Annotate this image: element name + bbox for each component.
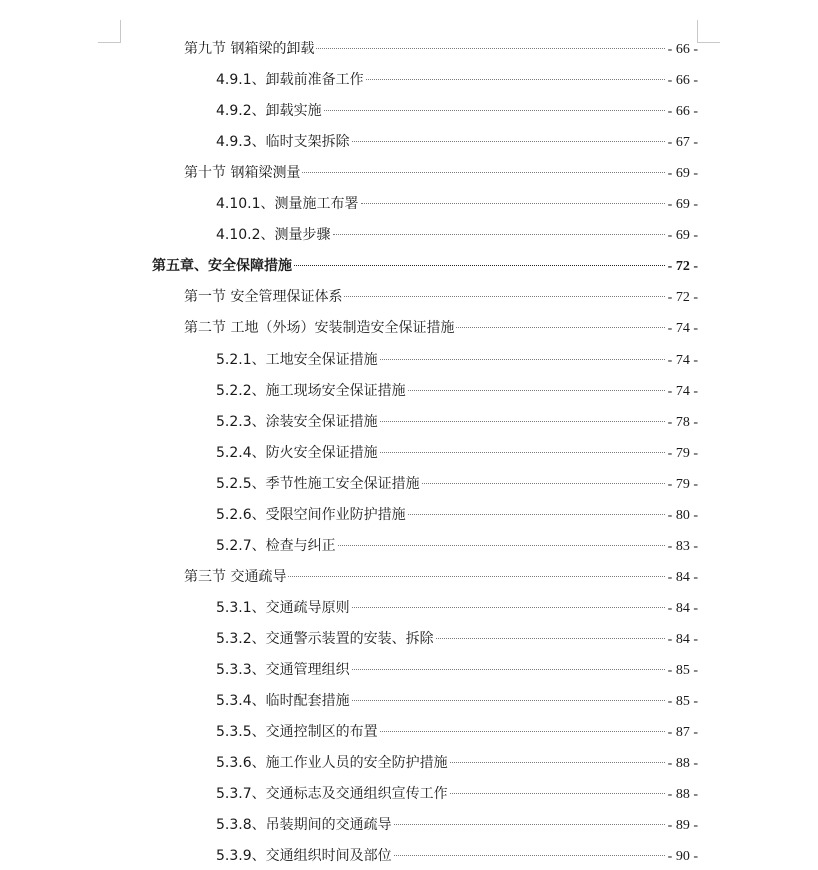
toc-entry-title: 5.3.6、施工作业人员的安全防护措施 [216, 755, 448, 772]
toc-entry[interactable] [216, 659, 698, 681]
toc-entry[interactable] [216, 721, 698, 743]
toc-entry[interactable] [216, 504, 698, 526]
toc-page-number: - 74 - [667, 352, 698, 368]
toc-dot-leader [333, 234, 665, 235]
toc-entry-title: 5.2.2、施工现场安全保证措施 [216, 382, 406, 399]
toc-entry[interactable] [216, 349, 698, 371]
toc-entry[interactable] [216, 597, 698, 619]
toc-page-number: - 67 - [667, 135, 698, 151]
toc-page-number: - 85 - [667, 663, 698, 678]
toc-page-number: - 88 - [667, 756, 698, 772]
toc-entry-title: 5.3.9、交通组织时间及部位 [216, 848, 392, 865]
toc-entry[interactable] [184, 566, 698, 588]
toc-entry[interactable] [184, 38, 698, 60]
toc-page-number: - 69 - [667, 228, 698, 244]
toc-page-number: - 80 - [667, 507, 698, 523]
toc-entry[interactable] [216, 193, 698, 215]
toc-dot-leader [324, 110, 665, 111]
toc-page-number: - 74 - [667, 383, 698, 399]
toc-entry[interactable] [216, 411, 698, 433]
toc-entry[interactable] [216, 752, 698, 774]
toc-dot-leader [450, 793, 665, 794]
toc-page-number: - 74 - [667, 321, 698, 337]
toc-entry-title: 5.2.3、涂装安全保证措施 [216, 413, 378, 430]
toc-dot-leader [408, 514, 665, 515]
toc-entry[interactable] [216, 380, 698, 402]
toc-page-number: - 66 - [667, 73, 698, 89]
toc-entry-title: 4.10.2、测量步骤 [216, 227, 331, 244]
toc-page-number: - 66 - [667, 42, 698, 57]
toc-dot-leader [288, 576, 664, 577]
toc-entry-title: 5.3.7、交通标志及交通组织宣传工作 [216, 786, 448, 803]
toc-page-number: - 69 - [667, 166, 698, 182]
toc-page-number: - 79 - [667, 476, 698, 492]
toc-entry-title: 5.3.3、交通管理组织 [216, 662, 350, 678]
toc-page-number: - 87 - [667, 725, 698, 741]
toc-entry[interactable] [216, 783, 698, 805]
toc-entry[interactable] [216, 690, 698, 712]
toc-dot-leader [316, 48, 664, 49]
toc-entry[interactable] [216, 100, 698, 122]
toc-entry-title: 5.2.6、受限空间作业防护措施 [216, 506, 406, 523]
toc-dot-leader [352, 700, 665, 701]
toc-entry-title: 第九节 钢箱梁的卸载 [184, 41, 315, 57]
toc-dot-leader [456, 327, 664, 328]
toc-page-number: - 72 - [667, 259, 698, 275]
toc-entry-title: 5.3.1、交通疏导原则 [216, 599, 350, 616]
toc-entry[interactable] [216, 224, 698, 246]
crop-mark-top-left [98, 20, 121, 43]
toc-entry-title: 5.2.4、防火安全保证措施 [216, 444, 378, 461]
toc-dot-leader [380, 452, 665, 453]
toc-dot-leader [302, 172, 664, 173]
toc-dot-leader [394, 855, 665, 856]
toc-page-number: - 83 - [667, 538, 698, 554]
toc-dot-leader [344, 296, 664, 297]
toc-entry[interactable] [216, 442, 698, 464]
toc-entry[interactable] [216, 845, 698, 867]
toc-entry-title: 5.3.5、交通控制区的布置 [216, 724, 378, 741]
toc-page-number: - 85 - [667, 694, 698, 710]
toc-page-number: - 90 - [667, 849, 698, 865]
toc-page-number: - 69 - [667, 197, 698, 213]
toc-entry[interactable] [216, 69, 698, 91]
toc-entry-title: 第五章、安全保障措施 [152, 258, 292, 275]
toc-dot-leader [361, 203, 665, 204]
toc-entry-title: 5.3.2、交通警示装置的安装、拆除 [216, 630, 434, 647]
toc-page-number: - 88 - [667, 787, 698, 803]
toc-entry-title: 4.9.3、临时支架拆除 [216, 134, 350, 151]
toc-dot-leader [366, 79, 665, 80]
toc-entry[interactable] [216, 131, 698, 153]
toc-page-number: - 84 - [667, 631, 698, 647]
toc-entry[interactable] [216, 535, 698, 557]
toc-entry-title: 5.3.4、临时配套措施 [216, 693, 350, 710]
toc-dot-leader [380, 359, 665, 360]
toc-dot-leader [352, 607, 665, 608]
toc-entry-title: 4.10.1、测量施工布署 [216, 196, 359, 213]
toc-entry-title: 5.3.8、吊装期间的交通疏导 [216, 817, 392, 834]
toc-dot-leader [422, 483, 665, 484]
toc-dot-leader [352, 669, 665, 670]
toc-entry[interactable] [216, 473, 698, 495]
toc-dot-leader [380, 731, 665, 732]
toc-dot-leader [380, 421, 665, 422]
toc-entry[interactable] [184, 162, 698, 184]
toc-page-number: - 79 - [667, 445, 698, 461]
toc-entry[interactable] [216, 628, 698, 650]
toc-dot-leader [352, 141, 665, 142]
toc-entry[interactable] [184, 317, 698, 339]
toc-dot-leader [294, 265, 665, 266]
toc-page-number: - 84 - [667, 569, 698, 585]
toc-entry-title: 第十节 钢箱梁测量 [184, 165, 301, 182]
toc-dot-leader [338, 545, 665, 546]
toc-entry-title: 第三节 交通疏导 [184, 568, 287, 585]
toc-page-number: - 72 - [667, 290, 698, 306]
toc-entry-title: 第二节 工地（外场）安装制造安全保证措施 [184, 320, 455, 337]
toc-entry-title: 4.9.2、卸载实施 [216, 103, 322, 120]
toc-entry[interactable] [216, 814, 698, 836]
toc-page-number: - 89 - [667, 818, 698, 834]
toc-dot-leader [450, 762, 665, 763]
toc-entry-title: 5.2.7、检查与纠正 [216, 537, 336, 554]
toc-entry[interactable] [152, 255, 698, 277]
toc-page-number: - 66 - [667, 104, 698, 120]
toc-dot-leader [436, 638, 665, 639]
toc-page-number: - 84 - [667, 600, 698, 616]
toc-dot-leader [394, 824, 665, 825]
crop-mark-top-right [697, 20, 720, 43]
toc-page-number: - 78 - [667, 414, 698, 430]
toc-entry-title: 第一节 安全管理保证体系 [184, 289, 343, 306]
toc-dot-leader [408, 390, 665, 391]
toc-entry-title: 5.2.5、季节性施工安全保证措施 [216, 475, 420, 492]
toc-entry[interactable] [184, 286, 698, 308]
toc-entry-title: 4.9.1、卸载前准备工作 [216, 72, 364, 89]
toc-entry-title: 5.2.1、工地安全保证措施 [216, 351, 378, 368]
